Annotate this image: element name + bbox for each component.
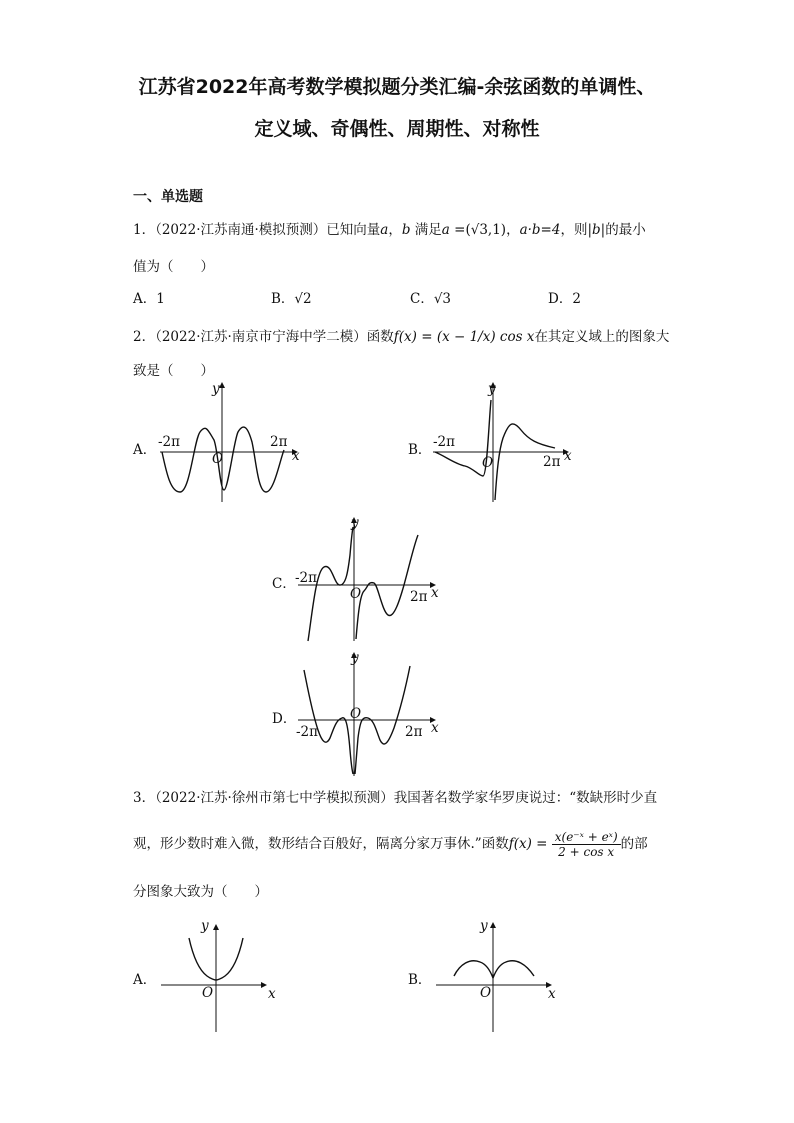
q3-func-denominator: 2 + cos x bbox=[558, 845, 615, 859]
q2-d-origin: O bbox=[350, 706, 362, 722]
q2-option-d-label[interactable]: D． bbox=[272, 711, 297, 727]
curve-right bbox=[356, 535, 418, 639]
q2-b-x-label: x bbox=[564, 448, 572, 464]
q3-a-y-label: y bbox=[201, 918, 209, 934]
q3-stem-line3: 分图象大致为（ ） bbox=[133, 884, 268, 900]
title-line-1: 江苏省2022年高考数学模拟题分类汇编-余弦函数的单调性、 bbox=[138, 76, 656, 98]
q1-eq1: a = bbox=[441, 222, 466, 238]
q1-sep2: ， bbox=[506, 222, 520, 238]
q2-d-pos-tick: 2π bbox=[405, 724, 423, 740]
q3-a-origin: O bbox=[202, 985, 214, 1001]
q1-abs-b: |b| bbox=[587, 222, 606, 238]
q1-end: 的最小 bbox=[605, 222, 646, 238]
q2-d-y-label: y bbox=[351, 650, 359, 666]
q2-c-neg-tick: -2π bbox=[295, 570, 318, 586]
q3-stem-line1: 3．（2022·江苏·徐州市第七中学模拟预测）我国著名数学家华罗庚说过：“数缺形时少直 bbox=[133, 790, 658, 806]
q3-b-x-label: x bbox=[548, 986, 556, 1002]
q2-option-b-label[interactable]: B． bbox=[408, 442, 432, 458]
q1-option-c[interactable]: C．√3 bbox=[410, 291, 452, 307]
q3-a-x-label: x bbox=[268, 986, 276, 1002]
q1-option-b[interactable]: B．√2 bbox=[271, 291, 312, 307]
y-axis-arrow bbox=[213, 924, 219, 930]
q1-sep1: ， bbox=[388, 222, 402, 238]
q3-b-origin: O bbox=[480, 985, 492, 1001]
q3-option-a-label[interactable]: A． bbox=[133, 972, 157, 988]
q1-stem bbox=[133, 218, 646, 238]
x-axis-arrow bbox=[261, 982, 267, 988]
q3-line2-prefix: 观，形少数时难入微，数形结合百般好，隔离分家万事休.”函数 bbox=[133, 836, 509, 852]
q1-stem-line2: 值为（ ） bbox=[133, 259, 214, 275]
curve bbox=[454, 961, 534, 978]
q1-option-d[interactable]: D．2 bbox=[548, 291, 581, 307]
curve-left bbox=[304, 670, 353, 774]
q2-c-origin: O bbox=[350, 586, 362, 602]
q1-eq2: a·b=4 bbox=[519, 222, 561, 238]
q2-d-x-label: x bbox=[431, 720, 439, 736]
q2-stem-line2: 致是（ ） bbox=[133, 363, 214, 379]
q2-a-pos-tick: 2π bbox=[270, 434, 288, 450]
q2-a-neg-tick: -2π bbox=[158, 434, 181, 450]
title-line-2: 定义域、奇偶性、周期性、对称性 bbox=[254, 118, 540, 140]
q3-graph-b bbox=[430, 918, 570, 1038]
q3-option-b-label[interactable]: B． bbox=[408, 972, 432, 988]
q3-graph-a bbox=[155, 918, 285, 1038]
q3-func-numerator: x(e⁻ˣ + eˣ) bbox=[552, 830, 621, 845]
q2-c-y-label: y bbox=[351, 515, 359, 531]
section-heading: 一、单选题 bbox=[133, 189, 203, 205]
q1-vec-b: b bbox=[401, 222, 411, 238]
q1-prefix: 1．（2022·江苏南通·模拟预测）已知向量 bbox=[133, 222, 381, 238]
q1-option-a[interactable]: A．1 bbox=[133, 291, 165, 307]
q3-b-y-label: y bbox=[480, 918, 488, 934]
q1-tail: ，则 bbox=[560, 222, 588, 238]
q2-a-y-label: y bbox=[212, 381, 220, 397]
q2-stem bbox=[133, 325, 669, 345]
q3-func-fraction bbox=[552, 830, 621, 859]
q2-option-c-label[interactable]: C． bbox=[272, 576, 296, 592]
q2-b-origin: O bbox=[482, 455, 494, 471]
q2-d-neg-tick: -2π bbox=[296, 724, 319, 740]
q2-option-a-label[interactable]: A． bbox=[133, 442, 157, 458]
q2-graph-d bbox=[290, 650, 450, 780]
q2-b-y-label: y bbox=[488, 381, 496, 397]
q2-a-origin: O bbox=[212, 451, 224, 467]
y-axis-arrow bbox=[490, 922, 496, 928]
q1-eq1-val: (√3,1) bbox=[465, 222, 507, 238]
q3-stem-line2 bbox=[133, 830, 648, 859]
q2-c-x-label: x bbox=[431, 585, 439, 601]
q1-mid: 满足 bbox=[410, 222, 442, 238]
q2-tail: 在其定义域上的图象大 bbox=[534, 329, 670, 345]
q1-vec-a: a bbox=[380, 222, 389, 238]
q2-b-neg-tick: -2π bbox=[433, 434, 456, 450]
q2-b-pos-tick: 2π bbox=[543, 454, 561, 470]
q2-c-pos-tick: 2π bbox=[410, 589, 428, 605]
q3-func-lhs: f(x) = bbox=[508, 836, 548, 852]
q2-a-x-label: x bbox=[292, 448, 300, 464]
q2-prefix: 2．（2022·江苏·南京市宁海中学二模）函数 bbox=[133, 329, 394, 345]
q3-line2-tail: 的部 bbox=[620, 836, 648, 852]
q2-func: f(x) = (x − 1/x) cos x bbox=[393, 329, 535, 345]
